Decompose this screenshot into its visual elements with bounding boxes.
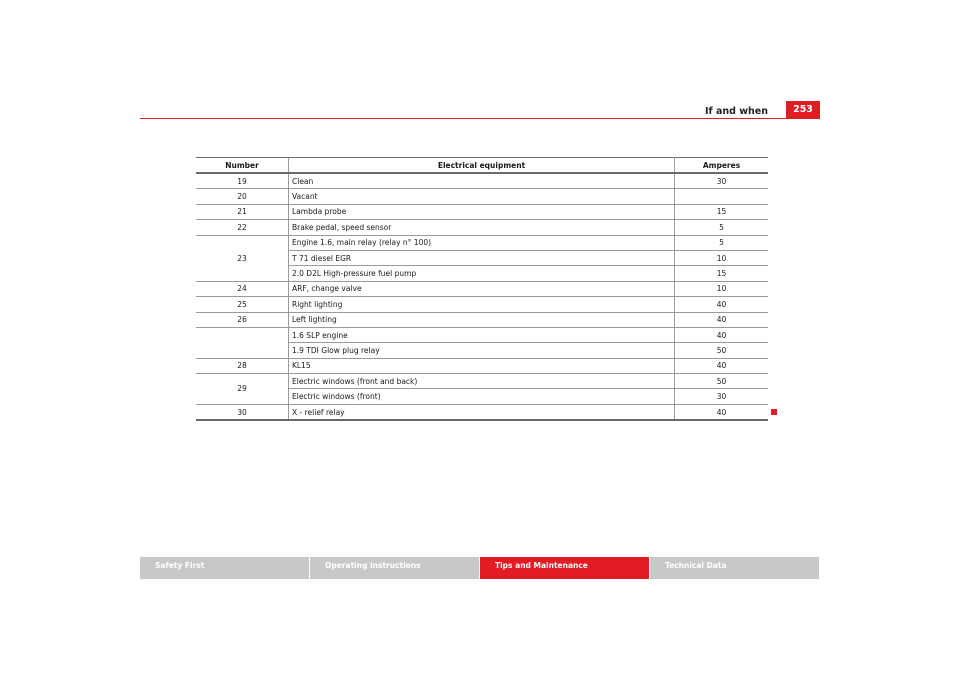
fuse-number: 28 xyxy=(196,358,289,373)
table-row xyxy=(196,297,768,312)
fuse-amperes: 15 xyxy=(675,266,769,281)
table-row xyxy=(196,281,768,296)
fuse-number: 25 xyxy=(196,297,289,312)
fuse-equipment: X - relief relay xyxy=(289,404,675,420)
fuse-number: 29 xyxy=(196,374,289,405)
fuse-amperes: 40 xyxy=(675,297,769,312)
fuse-number: 20 xyxy=(196,189,289,204)
fuse-number xyxy=(196,327,289,358)
column-header-amperes: Amperes xyxy=(675,158,769,174)
fuse-number: 23 xyxy=(196,235,289,281)
fuse-table xyxy=(196,157,768,421)
section-end-marker xyxy=(771,409,777,415)
table-header-row xyxy=(196,158,768,174)
fuse-equipment: Vacant xyxy=(289,189,675,204)
fuse-amperes: 30 xyxy=(675,173,769,189)
fuse-amperes: 40 xyxy=(675,327,769,342)
fuse-amperes: 5 xyxy=(675,235,769,250)
fuse-amperes: 40 xyxy=(675,358,769,373)
fuse-amperes: 15 xyxy=(675,204,769,219)
fuse-number: 22 xyxy=(196,220,289,235)
fuse-equipment: Left lighting xyxy=(289,312,675,327)
header-divider xyxy=(140,118,820,119)
tab-safety-first[interactable]: Safety First xyxy=(140,557,309,579)
fuse-number: 19 xyxy=(196,173,289,189)
fuse-equipment: 1.6 SLP engine xyxy=(289,327,675,342)
fuse-number: 21 xyxy=(196,204,289,219)
table-row xyxy=(196,204,768,219)
fuse-amperes: 50 xyxy=(675,343,769,358)
fuse-equipment: Electric windows (front) xyxy=(289,389,675,404)
table-row xyxy=(196,404,768,420)
page-number: 253 xyxy=(786,101,820,118)
table-row xyxy=(196,327,768,342)
fuse-amperes: 40 xyxy=(675,312,769,327)
tab-operating-instructions[interactable]: Operating instructions xyxy=(310,557,479,579)
fuse-equipment: Clean xyxy=(289,173,675,189)
fuse-number: 30 xyxy=(237,407,247,417)
fuse-amperes xyxy=(675,189,769,204)
column-header-number: Number xyxy=(196,158,289,174)
table-row xyxy=(196,235,768,250)
fuse-equipment: KL15 xyxy=(289,358,675,373)
fuse-equipment: Lambda probe xyxy=(289,204,675,219)
fuse-equipment: ARF, change valve xyxy=(289,281,675,296)
table-row xyxy=(196,220,768,235)
fuse-amperes: 30 xyxy=(675,389,769,404)
fuse-equipment: Electric windows (front and back) xyxy=(289,374,675,389)
footer-nav xyxy=(140,557,820,579)
page-section-title: If and when xyxy=(704,106,768,117)
table-row xyxy=(196,173,768,189)
fuse-equipment: Right lighting xyxy=(289,297,675,312)
tab-tips-and-maintenance[interactable]: Tips and Maintenance xyxy=(480,557,649,579)
fuse-equipment: 1.9 TDI Glow plug relay xyxy=(289,343,675,358)
fuse-number: 26 xyxy=(196,312,289,327)
fuse-amperes: 10 xyxy=(675,281,769,296)
tab-technical-data[interactable]: Technical Data xyxy=(650,557,819,579)
table-row xyxy=(196,312,768,327)
fuse-number: 24 xyxy=(196,281,289,296)
fuse-equipment: Engine 1.6, main relay (relay n° 100) xyxy=(289,235,675,250)
fuse-equipment: 2.0 D2L High-pressure fuel pump xyxy=(289,266,675,281)
fuse-equipment: T 71 diesel EGR xyxy=(289,250,675,265)
column-header-equipment: Electrical equipment xyxy=(289,158,675,174)
table-row xyxy=(196,374,768,389)
fuse-amperes: 40 xyxy=(716,407,727,417)
table-row xyxy=(196,189,768,204)
fuse-equipment: Brake pedal, speed sensor xyxy=(289,220,675,235)
fuse-amperes: 50 xyxy=(675,374,769,389)
table-row xyxy=(196,358,768,373)
fuse-amperes: 10 xyxy=(675,250,769,265)
fuse-amperes: 5 xyxy=(675,220,769,235)
